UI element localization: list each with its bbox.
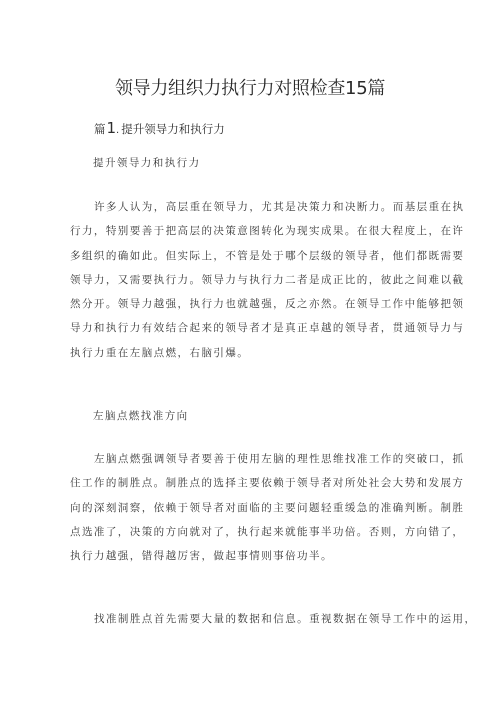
sub-heading-1: 提升领导力和执行力 bbox=[93, 157, 201, 169]
paragraph-1 bbox=[70, 195, 465, 365]
paragraph-2 bbox=[70, 447, 465, 568]
section-number: 1 bbox=[106, 119, 117, 137]
paragraph-line: 向的深刻洞察，依赖于领导者对面临的主要问题轻重缓急的准确判断。制胜 bbox=[70, 501, 465, 514]
section-title: 提升领导力和执行力 bbox=[121, 122, 225, 136]
paragraph-3 bbox=[70, 607, 477, 631]
paragraph-line: 找准制胜点首先需要大量的数据和信息。重视数据在领导工作中的运用， bbox=[94, 613, 477, 625]
paragraph-line: 导力和执行力有效结合起来的领导者才是真正卓越的领导者，贯通领导力与 bbox=[70, 322, 465, 335]
section-heading bbox=[94, 119, 225, 140]
paragraph-line: 住工作的制胜点。制胜点的选择主要依赖于领导者对所处社会大势和发展方 bbox=[70, 477, 465, 490]
paragraph-line: 执行力重在左脑点燃，右脑引爆。 bbox=[70, 346, 250, 359]
paragraph-line: 行力，特别要善于把高层的决策意图转化为现实成果。在很大程度上，在许 bbox=[70, 225, 465, 238]
paragraph-line: 然分开。领导力越强，执行力也就越强，反之亦然。在领导工作中能够把领 bbox=[70, 298, 465, 311]
section-prefix: 篇 bbox=[94, 122, 106, 136]
section-dot: . bbox=[116, 125, 120, 136]
paragraph-line: 左脑点燃强调领导者要善于使用左脑的理性思维找准工作的突破口，抓 bbox=[94, 453, 465, 465]
document-title: 领导力组织力执行力对照检查15篇 bbox=[114, 78, 386, 99]
paragraph-line: 点选准了，决策的方向就对了，执行起来就能事半功倍。否则，方向错了， bbox=[70, 525, 465, 538]
paragraph-line: 执行力越强，错得越厉害，做起事情则事倍功半。 bbox=[70, 550, 333, 563]
paragraph-line: 许多人认为，高层重在领导力，尤其是决策力和决断力。而基层重在执 bbox=[94, 201, 465, 213]
sub-heading-2: 左脑点燃找准方向 bbox=[93, 410, 189, 422]
paragraph-line: 领导力，又需要执行力。领导力与执行力二者是成正比的，彼此之间难以截 bbox=[70, 273, 465, 286]
paragraph-line: 多组织的确如此。但实际上，不管是处于哪个层级的领导者，他们都既需要 bbox=[70, 249, 465, 262]
